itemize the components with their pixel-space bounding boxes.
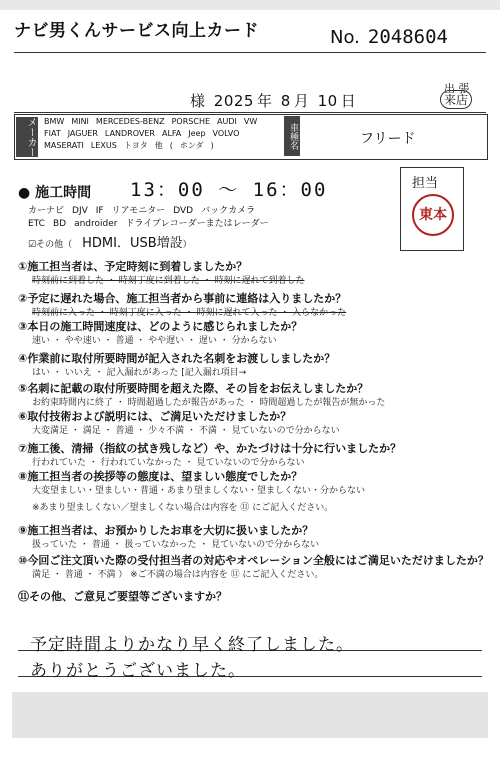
work-other-value: HDMI．USB増設 — [82, 236, 183, 251]
answer-options: 時刻前に到着した ・ 時刻丁度に到着した ・ 時刻に遅れて到着した — [32, 276, 305, 286]
redacted-area — [12, 692, 488, 738]
work-other: ☑その他（ HDMI．USB増設） — [28, 236, 192, 251]
question: ⑧施工担当者の挨拶等の態度は、望ましい態度でしたか？ — [18, 470, 303, 483]
answer-options: お約束時間内に終了 ・ 時間超過したが報告があった ・ 時間超過したが報告が無かった — [32, 398, 386, 408]
work-time-label: ● 施工時間 — [18, 185, 92, 201]
shamei-label: 車種名 — [284, 116, 300, 156]
scan-edge — [0, 0, 500, 10]
maker-item: ALFA — [161, 129, 182, 138]
question: ③本日の施工時間速度は、どのように感じられましたか？ — [18, 320, 303, 333]
divider — [14, 112, 486, 113]
maker-item: LEXUS — [90, 141, 117, 150]
tanto-stamp: 東本 — [412, 194, 454, 236]
maker-list — [44, 116, 274, 152]
day: 10 — [317, 92, 338, 110]
card-number-label: No. — [330, 27, 360, 48]
answer-options: 扱っていた ・ 普通 ・ 扱っていなかった ・ 見ていないので分からない — [32, 540, 320, 550]
raiten-circled: 来店 — [440, 90, 472, 109]
comment-line-2: ありがとうございました。 — [30, 661, 246, 681]
answer-options: 大変満足 ・ 満足 ・ 普通 ・ 少々不満 ・ 不満 ・ 見ていないので分からない — [32, 426, 340, 436]
visit-date: 様 2025 年 8 月 10 日 — [190, 92, 357, 110]
maker-item: VOLVO — [212, 129, 240, 138]
maker-item: 他 — [154, 141, 163, 150]
maker-label: メーカー — [16, 117, 38, 157]
card-number — [330, 26, 448, 48]
question: ⑦施工後、清掃（指紋の拭き残しなど）や、かたづけは十分に行いましたか？ — [18, 442, 402, 455]
work-item: ドライブレコーダーまたはレーダー — [125, 219, 269, 229]
comment-line-1: 予定時間よりかなり早く終了しました。 — [30, 635, 354, 655]
question: ⑪その他、ご意見ご要望等ございますか？ — [18, 590, 227, 603]
year: 2025 — [213, 92, 254, 110]
work-item: BD — [52, 219, 67, 229]
maker-item: BMW — [44, 117, 65, 126]
work-item: バックカメラ — [201, 206, 256, 216]
maker-item: LANDROVER — [104, 129, 155, 138]
maker-item: AUDI — [217, 117, 237, 126]
answer-options: 速い ・ やや速い ・ 普通 ・ やや遅い ・ 遅い ・ 分からない — [32, 336, 277, 346]
maker-item: ホンダ — [179, 141, 204, 150]
work-item: DJV — [72, 206, 88, 216]
divider — [14, 52, 486, 53]
work-item: ETC — [28, 219, 45, 229]
question: ⑤名刺に記載の取付所要時間を超えた際、その旨をお伝えしましたか？ — [18, 382, 369, 395]
maker-item: ) — [210, 141, 214, 150]
answer-options: 大変望ましい・望ましい・普通・あまり望ましくない・望ましくない・分からない — [32, 486, 366, 496]
maker-item: トヨタ — [123, 141, 148, 150]
work-item: IF — [95, 206, 104, 216]
sama: 様 — [190, 92, 206, 110]
tanto-label: 担当 — [412, 176, 439, 191]
answer-options: 満足 ・ 普通 ・ 不満 ） ※ご不満の場合は内容を ⑪ にご記入ください。 — [32, 570, 324, 580]
work-time-value: 13：00 ～ 16：00 — [130, 179, 328, 201]
card-number-value: 2048604 — [367, 26, 448, 48]
maker-item: VW — [243, 117, 258, 126]
maker-item: Jeep — [188, 129, 206, 138]
question: ⑨施工担当者は、お預かりしたお車を大切に扱いましたか？ — [18, 524, 314, 537]
work-item: DVD — [173, 206, 194, 216]
answer-options: ※あまり望ましくない／望ましくない場合は内容を ⑪ にご記入ください。 — [32, 503, 334, 513]
question: ⑩今回ご注文頂いた際の受付担当者の対応やオペレーション全般にはご満足いただけましたか？ — [18, 554, 489, 567]
work-item: カーナビ — [28, 206, 65, 216]
maker-item: FIAT — [44, 129, 61, 138]
question: ①施工担当者は、予定時刻に到着しましたか？ — [18, 260, 248, 273]
answer-options: 時刻前に入った ・ 時刻丁度に入った ・ 時刻に遅れて入った ・ 入らなかった — [32, 308, 347, 318]
work-items — [28, 205, 398, 231]
maker-item: MERCEDES-BENZ — [95, 117, 165, 126]
question: ④作業前に取付所要時間が記入された名刺をお渡ししましたか？ — [18, 352, 336, 365]
page-title: ナビ男くんサービス向上カード — [14, 21, 259, 41]
shutsu-label: 出 張 — [444, 82, 470, 95]
maker-item: JAGUER — [67, 129, 98, 138]
question: ⑥取付技術および説明には、ご満足いただけましたか？ — [18, 410, 292, 423]
maker-item: MASERATI — [44, 141, 84, 150]
question: ②予定に遅れた場合、施工担当者から事前に連絡は入りましたか？ — [18, 292, 347, 305]
maker-item: MINI — [71, 117, 89, 126]
month: 8 — [280, 92, 291, 110]
work-item: リアモニター — [111, 206, 166, 216]
answer-options: はい ・ いいえ ・ 記入漏れがあった [記入漏れ項目→ — [32, 368, 247, 378]
maker-item: ( — [169, 141, 173, 150]
answer-options: 行われていた ・ 行われていなかった ・ 見ていないので分からない — [32, 458, 305, 468]
work-item: androider — [74, 219, 118, 229]
maker-item: PORSCHE — [171, 117, 211, 126]
car-model: フリード — [360, 131, 416, 147]
